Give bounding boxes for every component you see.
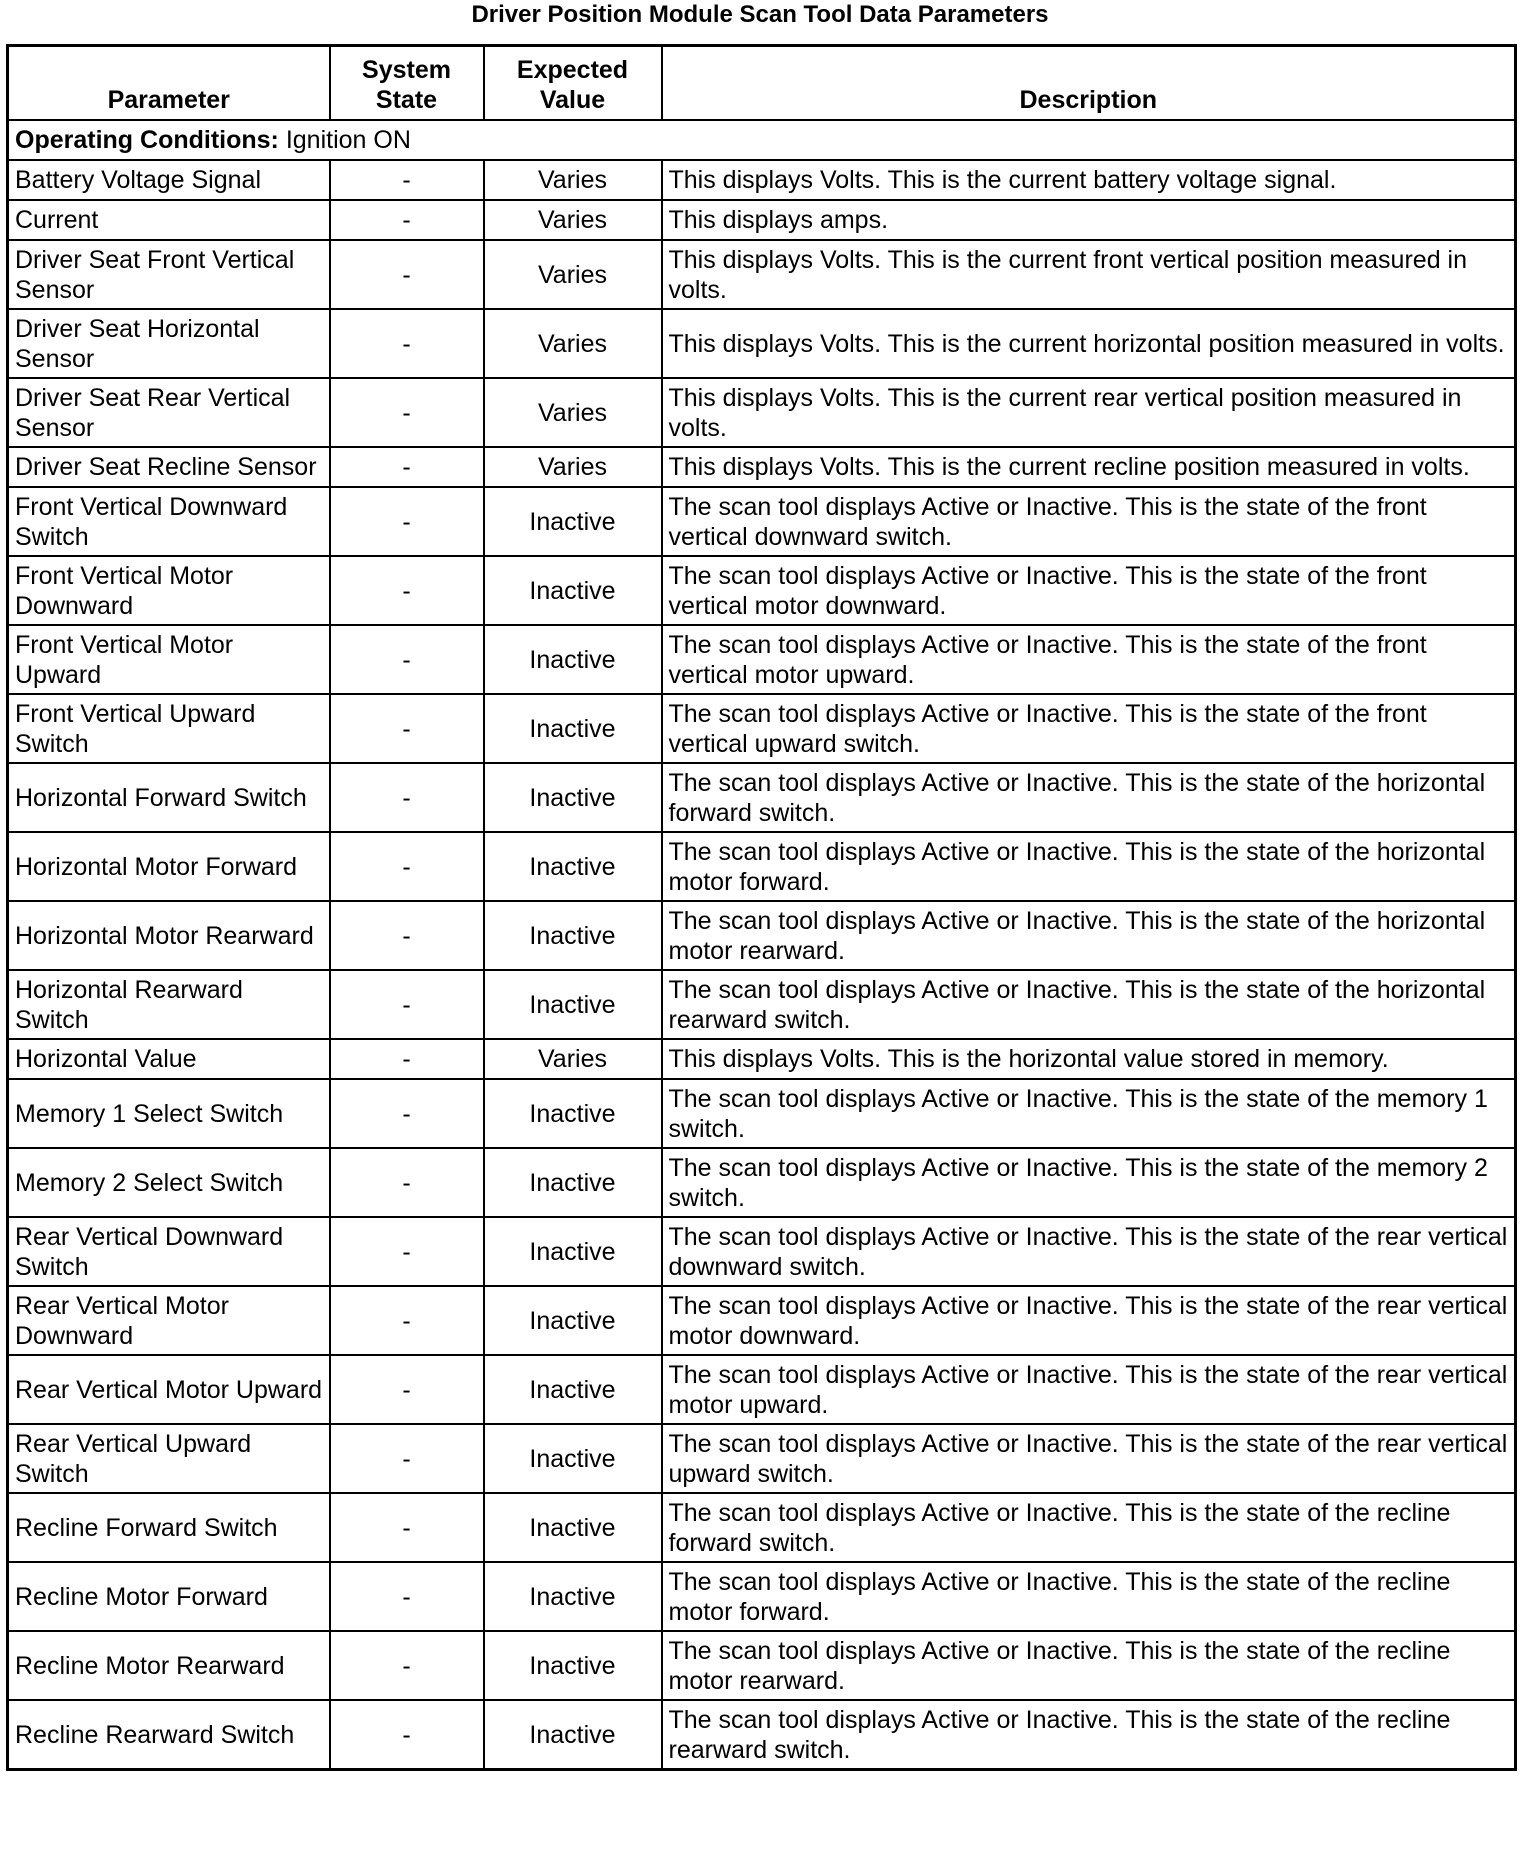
parameter-cell: Driver Seat Horizontal Sensor	[8, 309, 330, 378]
operating-conditions-value: Ignition ON	[285, 126, 411, 154]
table-row	[8, 1217, 1516, 1286]
table-row	[8, 1355, 1516, 1424]
header-expected-value: Expected Value	[484, 46, 662, 121]
table-row	[8, 447, 1516, 487]
description-cell: The scan tool displays Active or Inactive. This is the state of the memory 1 switch.	[662, 1079, 1516, 1148]
expected-value-cell: Inactive	[484, 1355, 662, 1424]
system-state-cell: -	[330, 1700, 484, 1770]
parameter-cell: Horizontal Motor Rearward	[8, 901, 330, 970]
expected-value-cell: Varies	[484, 309, 662, 378]
system-state-cell: -	[330, 1079, 484, 1148]
expected-value-cell: Inactive	[484, 1493, 662, 1562]
table-row	[8, 1148, 1516, 1217]
description-cell: The scan tool displays Active or Inactive. This is the state of the recline forward switch.	[662, 1493, 1516, 1562]
operating-conditions-cell	[8, 120, 1516, 160]
expected-value-cell: Inactive	[484, 1286, 662, 1355]
description-cell: The scan tool displays Active or Inactive. This is the state of the recline motor forward.	[662, 1562, 1516, 1631]
table-row	[8, 1700, 1516, 1770]
expected-value-cell: Inactive	[484, 1562, 662, 1631]
operating-conditions-label: Operating Conditions:	[15, 126, 279, 154]
expected-value-cell: Inactive	[484, 1148, 662, 1217]
description-cell: The scan tool displays Active or Inactive. This is the state of the front vertical upward switch.	[662, 694, 1516, 763]
expected-value-cell: Varies	[484, 240, 662, 309]
description-cell: The scan tool displays Active or Inactive. This is the state of the horizontal motor forward.	[662, 832, 1516, 901]
operating-conditions-row	[8, 120, 1516, 160]
parameter-cell: Horizontal Motor Forward	[8, 832, 330, 901]
system-state-cell: -	[330, 1217, 484, 1286]
system-state-cell: -	[330, 200, 484, 240]
description-cell: The scan tool displays Active or Inactive. This is the state of the front vertical motor upward.	[662, 625, 1516, 694]
parameter-cell: Battery Voltage Signal	[8, 160, 330, 200]
system-state-cell: -	[330, 309, 484, 378]
description-cell: The scan tool displays Active or Inactive. This is the state of the rear vertical downward switch.	[662, 1217, 1516, 1286]
system-state-cell: -	[330, 1039, 484, 1079]
parameter-cell: Horizontal Rearward Switch	[8, 970, 330, 1039]
description-cell: The scan tool displays Active or Inactive. This is the state of the front vertical motor downward.	[662, 556, 1516, 625]
parameter-cell: Front Vertical Downward Switch	[8, 487, 330, 556]
description-cell: The scan tool displays Active or Inactive. This is the state of the horizontal forward switch.	[662, 763, 1516, 832]
expected-value-cell: Inactive	[484, 832, 662, 901]
description-cell: This displays Volts. This is the current rear vertical position measured in volts.	[662, 378, 1516, 447]
table-row	[8, 1079, 1516, 1148]
parameter-cell: Horizontal Forward Switch	[8, 763, 330, 832]
expected-value-cell: Inactive	[484, 1079, 662, 1148]
parameter-cell: Rear Vertical Motor Upward	[8, 1355, 330, 1424]
table-row	[8, 1631, 1516, 1700]
table-row	[8, 1039, 1516, 1079]
description-cell: The scan tool displays Active or Inactive. This is the state of the horizontal motor rearward.	[662, 901, 1516, 970]
system-state-cell: -	[330, 832, 484, 901]
parameter-cell: Recline Motor Forward	[8, 1562, 330, 1631]
parameter-cell: Current	[8, 200, 330, 240]
system-state-cell: -	[330, 1631, 484, 1700]
description-cell: The scan tool displays Active or Inactive. This is the state of the memory 2 switch.	[662, 1148, 1516, 1217]
description-cell: The scan tool displays Active or Inactive. This is the state of the rear vertical upward switch.	[662, 1424, 1516, 1493]
parameter-cell: Memory 1 Select Switch	[8, 1079, 330, 1148]
expected-value-cell: Inactive	[484, 970, 662, 1039]
parameter-cell: Front Vertical Upward Switch	[8, 694, 330, 763]
table-row	[8, 970, 1516, 1039]
table-row	[8, 832, 1516, 901]
system-state-cell: -	[330, 1424, 484, 1493]
expected-value-cell: Inactive	[484, 694, 662, 763]
expected-value-cell: Inactive	[484, 901, 662, 970]
parameter-cell: Rear Vertical Downward Switch	[8, 1217, 330, 1286]
table-row	[8, 1493, 1516, 1562]
description-cell: The scan tool displays Active or Inactive. This is the state of the recline rearward switch.	[662, 1700, 1516, 1770]
expected-value-cell: Varies	[484, 1039, 662, 1079]
header-description: Description	[662, 46, 1516, 121]
expected-value-cell: Inactive	[484, 1700, 662, 1770]
table-row	[8, 1286, 1516, 1355]
expected-value-cell: Inactive	[484, 625, 662, 694]
table-row	[8, 200, 1516, 240]
expected-value-cell: Inactive	[484, 1424, 662, 1493]
parameter-cell: Rear Vertical Upward Switch	[8, 1424, 330, 1493]
system-state-cell: -	[330, 625, 484, 694]
system-state-cell: -	[330, 447, 484, 487]
system-state-cell: -	[330, 1286, 484, 1355]
table-row	[8, 694, 1516, 763]
system-state-cell: -	[330, 160, 484, 200]
parameter-cell: Front Vertical Motor Upward	[8, 625, 330, 694]
table-row	[8, 901, 1516, 970]
system-state-cell: -	[330, 694, 484, 763]
system-state-cell: -	[330, 1562, 484, 1631]
table-row	[8, 240, 1516, 309]
expected-value-cell: Inactive	[484, 487, 662, 556]
parameter-cell: Recline Motor Rearward	[8, 1631, 330, 1700]
system-state-cell: -	[330, 240, 484, 309]
table-row	[8, 378, 1516, 447]
system-state-cell: -	[330, 1493, 484, 1562]
parameter-cell: Driver Seat Front Vertical Sensor	[8, 240, 330, 309]
parameter-cell: Recline Forward Switch	[8, 1493, 330, 1562]
parameter-cell: Recline Rearward Switch	[8, 1700, 330, 1770]
description-cell: The scan tool displays Active or Inactive. This is the state of the recline motor rearward.	[662, 1631, 1516, 1700]
system-state-cell: -	[330, 1355, 484, 1424]
table-header-row	[8, 46, 1516, 121]
parameter-cell: Driver Seat Recline Sensor	[8, 447, 330, 487]
header-system-state: System State	[330, 46, 484, 121]
description-cell: The scan tool displays Active or Inactive. This is the state of the horizontal rearward switch.	[662, 970, 1516, 1039]
table-title: Driver Position Module Scan Tool Data Parameters	[471, 1, 1049, 28]
table-row	[8, 763, 1516, 832]
table-row	[8, 160, 1516, 200]
system-state-cell: -	[330, 487, 484, 556]
table-row	[8, 487, 1516, 556]
description-cell: This displays Volts. This is the current horizontal position measured in volts.	[662, 309, 1516, 378]
description-cell: The scan tool displays Active or Inactive. This is the state of the rear vertical motor downward.	[662, 1286, 1516, 1355]
system-state-cell: -	[330, 970, 484, 1039]
expected-value-cell: Inactive	[484, 556, 662, 625]
header-parameter: Parameter	[8, 46, 330, 121]
system-state-cell: -	[330, 1148, 484, 1217]
scan-tool-data-table	[6, 44, 1517, 1771]
description-cell: The scan tool displays Active or Inactive. This is the state of the rear vertical motor upward.	[662, 1355, 1516, 1424]
system-state-cell: -	[330, 556, 484, 625]
expected-value-cell: Varies	[484, 447, 662, 487]
description-cell: This displays Volts. This is the current battery voltage signal.	[662, 160, 1516, 200]
parameter-cell: Horizontal Value	[8, 1039, 330, 1079]
description-cell: This displays Volts. This is the current recline position measured in volts.	[662, 447, 1516, 487]
expected-value-cell: Varies	[484, 200, 662, 240]
expected-value-cell: Inactive	[484, 1631, 662, 1700]
parameter-cell: Front Vertical Motor Downward	[8, 556, 330, 625]
description-cell: This displays amps.	[662, 200, 1516, 240]
system-state-cell: -	[330, 763, 484, 832]
table-row	[8, 1424, 1516, 1493]
expected-value-cell: Inactive	[484, 1217, 662, 1286]
description-cell: The scan tool displays Active or Inactive. This is the state of the front vertical downward switch.	[662, 487, 1516, 556]
expected-value-cell: Varies	[484, 378, 662, 447]
parameter-cell: Driver Seat Rear Vertical Sensor	[8, 378, 330, 447]
expected-value-cell: Varies	[484, 160, 662, 200]
parameter-cell: Rear Vertical Motor Downward	[8, 1286, 330, 1355]
table-row	[8, 309, 1516, 378]
expected-value-cell: Inactive	[484, 763, 662, 832]
system-state-cell: -	[330, 901, 484, 970]
system-state-cell: -	[330, 378, 484, 447]
description-cell: This displays Volts. This is the horizontal value stored in memory.	[662, 1039, 1516, 1079]
table-row	[8, 556, 1516, 625]
description-cell: This displays Volts. This is the current front vertical position measured in volts.	[662, 240, 1516, 309]
table-row	[8, 625, 1516, 694]
table-row	[8, 1562, 1516, 1631]
parameter-cell: Memory 2 Select Switch	[8, 1148, 330, 1217]
